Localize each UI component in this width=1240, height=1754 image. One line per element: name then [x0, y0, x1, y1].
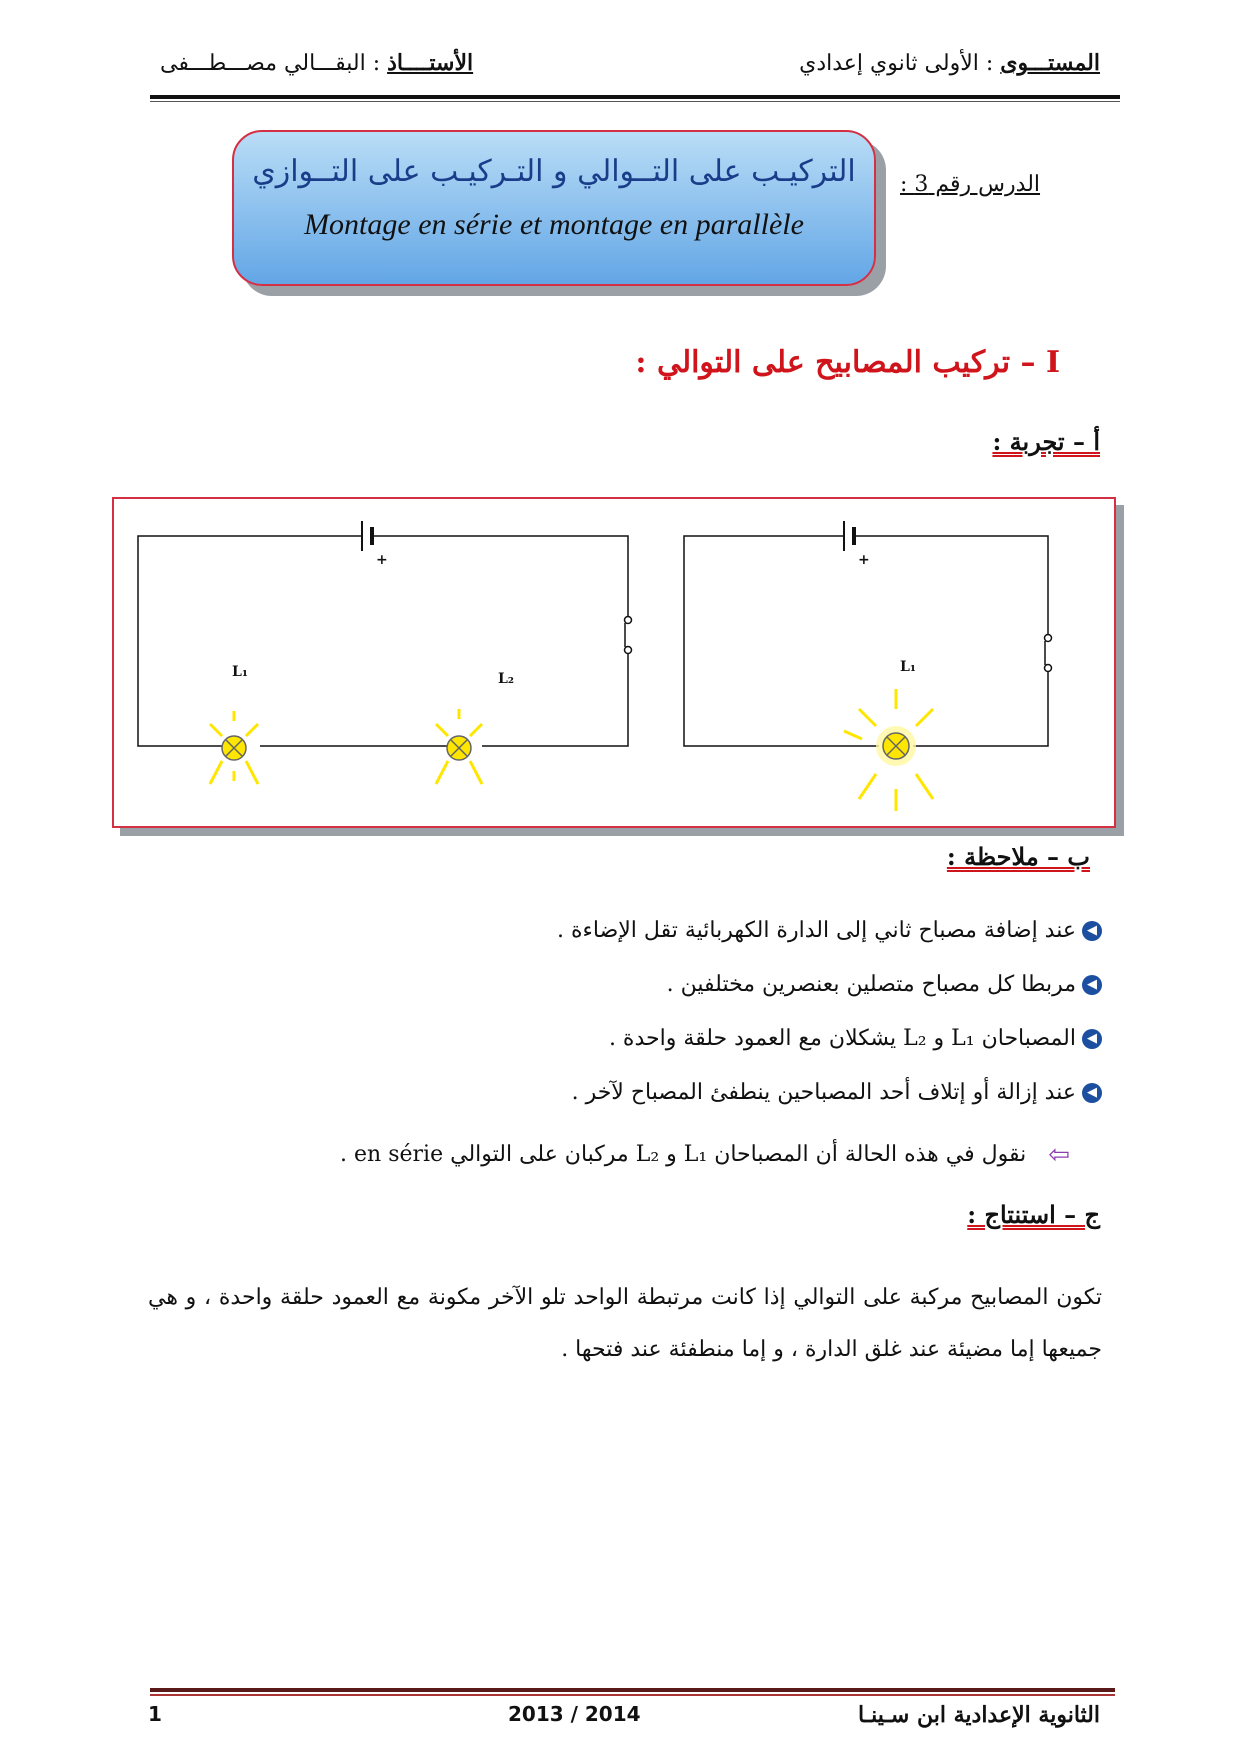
observation-heading: ب – ملاحظة :: [946, 842, 1090, 871]
observation-item: [557, 918, 1102, 943]
footer-divider: [150, 1688, 1115, 1692]
lesson-number: الدرس رقم 3 :: [900, 172, 1041, 197]
page-number: 1: [148, 1702, 162, 1726]
lesson-title-box: [232, 130, 876, 286]
bullet-icon: ◀: [1082, 921, 1102, 941]
header-level-value: : الأولى ثانوي إعدادي: [799, 51, 994, 76]
bullet-icon: ◀: [1082, 975, 1102, 995]
observation-item: [609, 1026, 1102, 1051]
left-switch-terminal-bottom: [625, 647, 632, 654]
conclusion-text: تكون المصابيح مركبة على التوالي إذا كانت مرتبطة الواحد تلو الآخر مكونة مع العمود حلقة واحدة ، و هي جميعها إما مضيئة عند غلق الدارة ، و إما منطفئة عند فتحها .: [148, 1285, 1102, 1362]
school-name: الثانوية الإعدادية ابن سـينـا: [858, 1702, 1100, 1728]
header-divider-thin: [150, 101, 1120, 102]
left-lamp1-label: L₁: [232, 664, 248, 680]
left-battery-plus: +: [376, 552, 388, 568]
circuit-diagram: [114, 499, 1114, 826]
section-heading-series: I – تركيب المصابيح على التوالي :: [635, 345, 1060, 380]
header-divider: [150, 95, 1120, 99]
lamp-right-l1: [844, 689, 933, 811]
lamp-left-l1: [210, 711, 258, 784]
header-teacher: [160, 50, 473, 76]
observation-text: عند إزالة أو إتلاف أحد المصباحين ينطفئ المصباح لآخر .: [571, 1080, 1076, 1105]
header-teacher-value: : البقـــالي مصـــطـــفى: [160, 51, 381, 76]
header-level: [799, 50, 1100, 76]
left-circuit-wire-right: [482, 654, 628, 746]
right-circuit-wire: [684, 536, 879, 746]
observation-text: مربطا كل مصباح متصلين بعنصرين مختلفين .: [666, 972, 1076, 997]
arrow-left-icon: ⇦: [1048, 1140, 1070, 1170]
left-lamp2-label: L₂: [498, 671, 514, 687]
series-note: [340, 1140, 1070, 1170]
left-switch-terminal-top: [625, 617, 632, 624]
observation-text: عند إضافة مصباح ثاني إلى الدارة الكهربائية تقل الإضاءة .: [557, 918, 1076, 943]
lesson-title-arabic: التركيـب على التــوالي و التـركيـب على التــوازي: [252, 154, 856, 189]
bullet-icon: ◀: [1082, 1029, 1102, 1049]
conclusion-heading: ج – استنتاج :: [967, 1200, 1100, 1229]
series-note-text: نقول في هذه الحالة أن المصباحان L₁ و L₂ مركبان على التوالي en série .: [340, 1142, 1027, 1167]
observation-text: المصباحان L₁ و L₂ يشكلان مع العمود حلقة واحدة .: [608, 1026, 1076, 1051]
right-circuit-wire-right: [913, 672, 1048, 746]
lesson-title-french: Montage en série et montage en parallèle: [304, 208, 804, 241]
left-circuit-wire-top: [372, 536, 628, 616]
circuit-diagram-panel: [112, 497, 1116, 828]
bullet-icon: ◀: [1082, 1083, 1102, 1103]
right-switch-terminal-bottom: [1045, 665, 1052, 672]
right-circuit-wire-top: [854, 536, 1048, 634]
experiment-heading: أ – تجربة :: [992, 427, 1100, 456]
school-year: 2013 / 2014: [508, 1702, 641, 1726]
right-switch-terminal-top: [1045, 635, 1052, 642]
observation-item: [667, 972, 1102, 997]
right-lamp-label: L₁: [900, 659, 916, 675]
footer-divider-thin: [150, 1694, 1115, 1696]
observation-item: [572, 1080, 1102, 1105]
header-teacher-label: الأستــــاذ: [387, 50, 474, 76]
right-battery-plus: +: [858, 552, 870, 568]
header-level-label: المستـــوى: [1000, 50, 1100, 76]
left-circuit-wire: [138, 536, 362, 746]
